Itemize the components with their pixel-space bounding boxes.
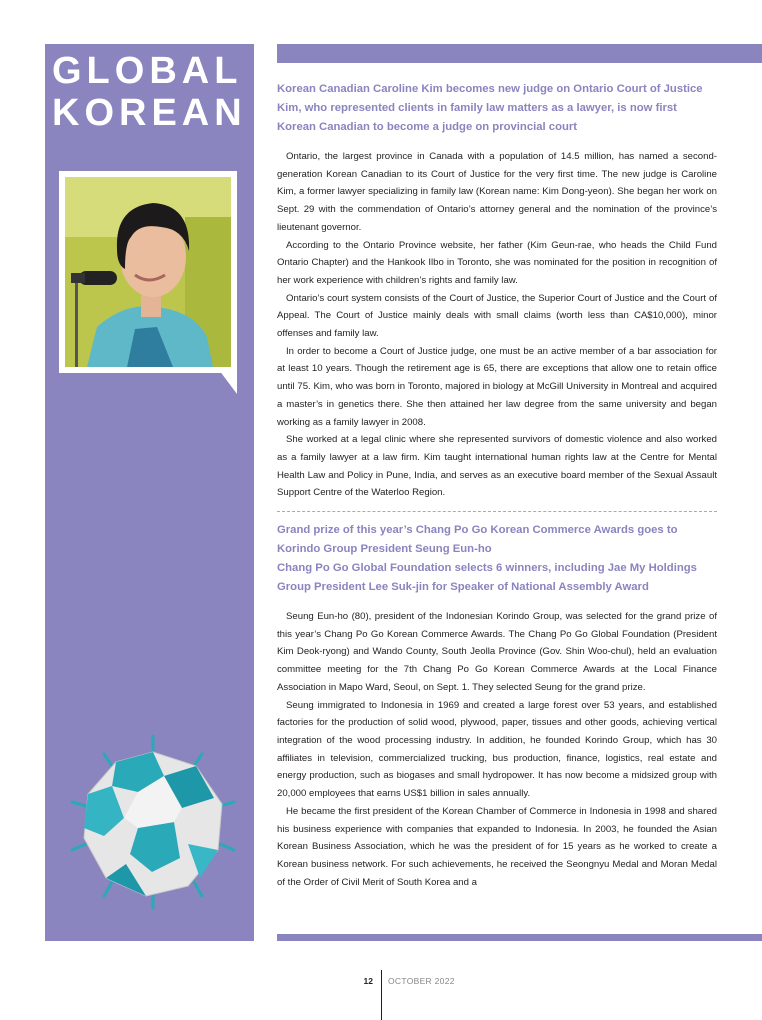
section-title [52,50,247,134]
section-title-line1: GLOBAL [52,50,243,92]
article1-body [277,148,717,502]
article2-paragraph: He became the first president of the Korean Chamber of Commerce in Indonesia in 1998 and shared his business experience with companies that expanded to Indonesia. In 2003, he founded the Asian Korean Business Association, which he was the president of for 15 years as he worked to create a Korean business network. For such achievements, he received the Seongnyu Medal and Moran Medal of the Order of Civil Merit of South Korea and a [277,805,717,888]
portrait-photo-frame [59,171,237,373]
article2-subheadline: Chang Po Go Global Foundation selects 6 winners, including Jae My Holdings Group President Lee Suk-jin for Speaker of National Assembly Award [277,562,697,594]
footer-divider [381,970,382,1020]
page-number: 12 [363,976,373,986]
footer-bar [277,934,762,941]
globe-icon [64,732,242,912]
header-bar [277,44,762,63]
main-content [277,80,717,891]
article1-paragraph: According to the Ontario Province website, her father (Kim Geun-rae, who heads the Child Fund Ontario Chapter) and the Hankook Ilbo in Toronto, she was nominated for the position in recognition of her work experience with children’s rights and family law. [277,239,717,286]
article-divider [277,511,717,512]
issue-date: OCTOBER 2022 [388,976,455,986]
article1-paragraph: In order to become a Court of Justice judge, one must be an active member of a bar association for at least 10 years. Though the retirement age is 65, there are exceptions that allow one to retain office until 75. Kim, who was born in Toronto, majored in biology at McGill University in Montreal and acquired a master’s in genetics there. She then attained her law degree from the same university and began working as a family lawyer in 2008. [277,345,717,428]
section-title-line2: KOREAN [52,92,247,134]
speech-bubble-tail-icon [219,370,243,396]
article2-body [277,608,717,891]
article2-headline: Grand prize of this year’s Chang Po Go Korean Commerce Awards goes to Korindo Group President Seung Eun-ho [277,524,678,556]
article1-paragraph: Ontario, the largest province in Canada with a population of 14.5 million, has named a second-generation Korean Canadian to its Court of Justice for the very first time. The new judge is Caroline Kim, a former lawyer specializing in family law (Korean name: Kim Dong-yeon). She began her work on Sept. 29 with the commendation of Ontario’s attorney general and the nomination of the province’s lieutenant governor. [277,151,717,233]
article-kim [277,80,717,502]
article1-paragraph: She worked at a legal clinic where she represented survivors of domestic violence and also worked as a family lawyer at a law firm. Kim taught international human rights law at the Centre for Mental Health Law and Policy in Pune, India, and serves as an executive board member of the Sexual Assault Support Centre of the Waterloo Region. [277,434,717,499]
article1-paragraph: Ontario’s court system consists of the Court of Justice, the Superior Court of Justice and the Court of Appeal. The Court of Justice mainly deals with small claims (worth less than CA$10,000), minor offenses and family law. [277,292,717,340]
article-seung [277,521,717,891]
article2-paragraph: Seung Eun-ho (80), president of the Indonesian Korindo Group, was selected for the grand prize of this year’s Chang Po Go Korean Commerce Awards. The Chang Po Go Global Foundation (President Kim Deok-ryong) and Wando County, South Jeolla Province (Gov. Shin Woo-chul), held an evaluation committee meeting for the 7th Chang Po Go Korean Commerce Awards at the Local Finance Association in Mapo Ward, Seoul, on Sept. 1. They selected Seung for the grand prize. [277,611,717,693]
article1-headline: Korean Canadian Caroline Kim becomes new judge on Ontario Court of Justice Kim, who represented clients in family law matters as a lawyer, is now first Korean Canadian to become a judge on provincial court [277,83,703,133]
portrait-photo [65,177,231,367]
article2-paragraph: Seung immigrated to Indonesia in 1969 and created a large forest over 53 years, and established factories for the production of solid wood, plywood, paper, tissues and other goods, achieving vertical integration of the wood processing industry. In addition, he founded Korindo Group, which has 30 affiliates in television, commercialized trucking, bus production, finance, logistics, real estate and energy production, such as biogases and small hydropower. It has now become a midsized group with 20,000 employees that earns US$1 billion in sales annually. [277,699,717,800]
